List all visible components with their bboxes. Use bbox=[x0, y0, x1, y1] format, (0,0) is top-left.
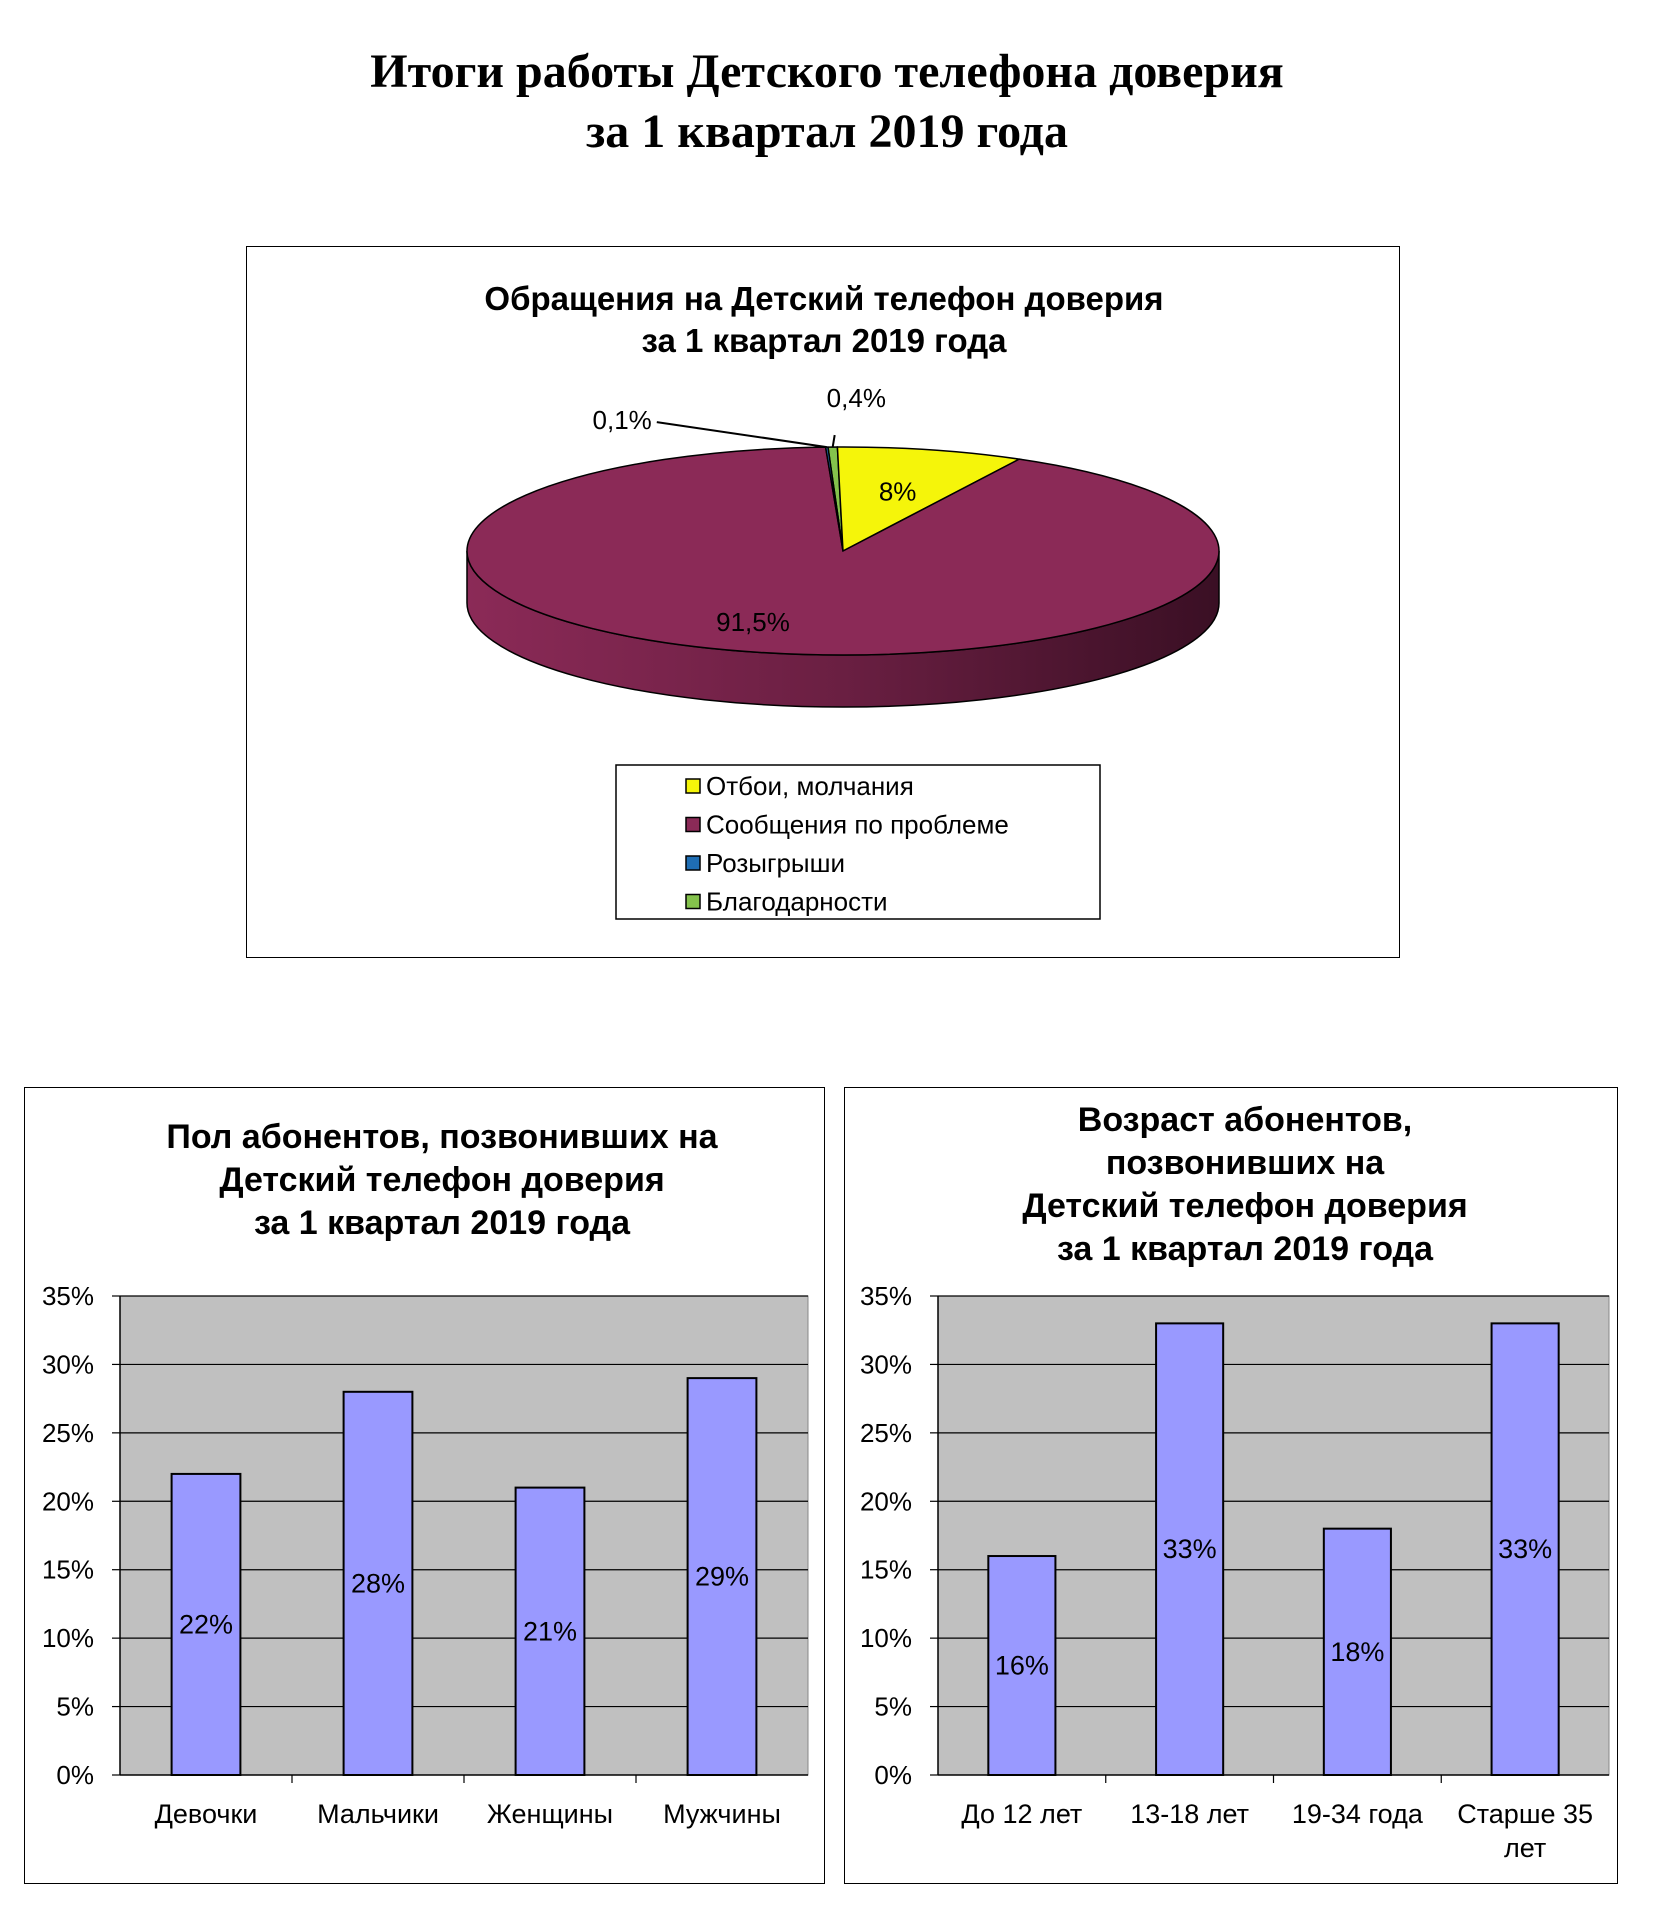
bar-label-2-0: 16% bbox=[994, 1650, 1049, 1681]
pie-label-1: 91,5% bbox=[716, 607, 790, 637]
gender-title-line2: Детский телефон доверия bbox=[219, 1161, 665, 1199]
pie-chart-panel bbox=[246, 246, 1400, 958]
bar-label-2-3: 33% bbox=[1498, 1534, 1553, 1565]
pie-title-line1: Обращения на Детский телефон доверия bbox=[484, 280, 1164, 317]
pie-legend-swatch-3 bbox=[686, 895, 700, 909]
pie-legend-swatch-2 bbox=[686, 856, 700, 870]
age-bar-chart bbox=[845, 1088, 1619, 1885]
ytick-label-2-4: 20% bbox=[859, 1486, 912, 1517]
pie-chart bbox=[247, 247, 1401, 959]
pie-legend-swatch-1 bbox=[686, 818, 700, 832]
page-title bbox=[0, 42, 1654, 162]
bar-label-2-1: 33% bbox=[1162, 1534, 1217, 1565]
pie-label-2: 0,1% bbox=[592, 405, 652, 436]
age-title-line2: позвонивших на bbox=[1105, 1144, 1385, 1182]
xtick-label-1-1: Мальчики bbox=[317, 1799, 439, 1829]
ytick-label-2-2: 10% bbox=[859, 1623, 912, 1654]
age-title-line1: Возраст абонентов, bbox=[1077, 1101, 1413, 1139]
ytick-label-1-3: 15% bbox=[41, 1554, 94, 1585]
ytick-label-2-7: 35% bbox=[859, 1281, 912, 1311]
gender-title-line3: за 1 квартал 2019 года bbox=[253, 1204, 631, 1242]
pie-legend-label-2: Розыгрыши bbox=[706, 848, 845, 878]
ytick-label-2-1: 5% bbox=[874, 1691, 912, 1722]
pie-label-3: 0,4% bbox=[826, 383, 886, 414]
pie-legend bbox=[616, 765, 1100, 919]
age-title-line3: Детский телефон доверия bbox=[1022, 1187, 1468, 1225]
page-title-line1: Итоги работы Детского телефона доверия bbox=[370, 45, 1284, 98]
xtick-label-1-2: Женщины bbox=[486, 1799, 614, 1829]
pie-leader-3 bbox=[833, 435, 835, 447]
pie-title-line2: за 1 квартал 2019 года bbox=[641, 322, 1007, 359]
bar-label-1-1: 28% bbox=[350, 1568, 406, 1599]
ytick-label-1-5: 25% bbox=[41, 1417, 94, 1448]
page-title-line2: за 1 квартал 2019 года bbox=[586, 105, 1068, 158]
pie-legend-swatch-0 bbox=[686, 779, 700, 793]
xtick-label-1-3: Мужчины bbox=[663, 1799, 781, 1829]
bar-label-1-3: 29% bbox=[694, 1561, 750, 1592]
bar-label-1-2: 21% bbox=[522, 1616, 578, 1647]
ytick-label-1-1: 5% bbox=[56, 1691, 94, 1722]
pie-label-0: 8% bbox=[878, 476, 917, 507]
pie-legend-label-3: Благодарности bbox=[706, 886, 888, 917]
ytick-label-2-0: 0% bbox=[874, 1760, 912, 1790]
ytick-label-1-4: 20% bbox=[41, 1486, 94, 1517]
ytick-label-1-7: 35% bbox=[41, 1281, 94, 1311]
ytick-label-1-2: 10% bbox=[41, 1623, 94, 1654]
ytick-label-2-3: 15% bbox=[859, 1554, 912, 1585]
ytick-label-1-6: 30% bbox=[41, 1349, 94, 1380]
xtick-label-1-0: Девочки bbox=[154, 1799, 258, 1829]
xtick-label-2-1: 13-18 лет bbox=[1130, 1799, 1250, 1829]
pie-leader-2 bbox=[657, 422, 827, 447]
xtick-label-2-3: Старше 35 bbox=[1457, 1799, 1594, 1829]
bar-label-1-0: 22% bbox=[178, 1609, 234, 1640]
bar-label-2-2: 18% bbox=[1330, 1636, 1385, 1667]
gender-chart-panel bbox=[24, 1087, 825, 1884]
ytick-label-1-0: 0% bbox=[56, 1760, 94, 1790]
ytick-label-2-6: 30% bbox=[859, 1349, 912, 1380]
xtick-label-2-3-1: лет bbox=[1504, 1833, 1547, 1863]
age-chart-panel bbox=[844, 1087, 1618, 1884]
ytick-label-2-5: 25% bbox=[859, 1417, 912, 1448]
xtick-label-2-2: 19-34 года bbox=[1291, 1799, 1423, 1829]
gender-title-line1: Пол абонентов, позвонивших на bbox=[166, 1118, 718, 1156]
age-title-line4: за 1 квартал 2019 года bbox=[1056, 1230, 1434, 1268]
xtick-label-2-0: До 12 лет bbox=[961, 1799, 1083, 1829]
pie-legend-label-0: Отбои, молчания bbox=[706, 771, 914, 801]
pie-legend-label-1: Сообщения по проблеме bbox=[706, 809, 1009, 840]
gender-bar-chart bbox=[25, 1088, 826, 1885]
